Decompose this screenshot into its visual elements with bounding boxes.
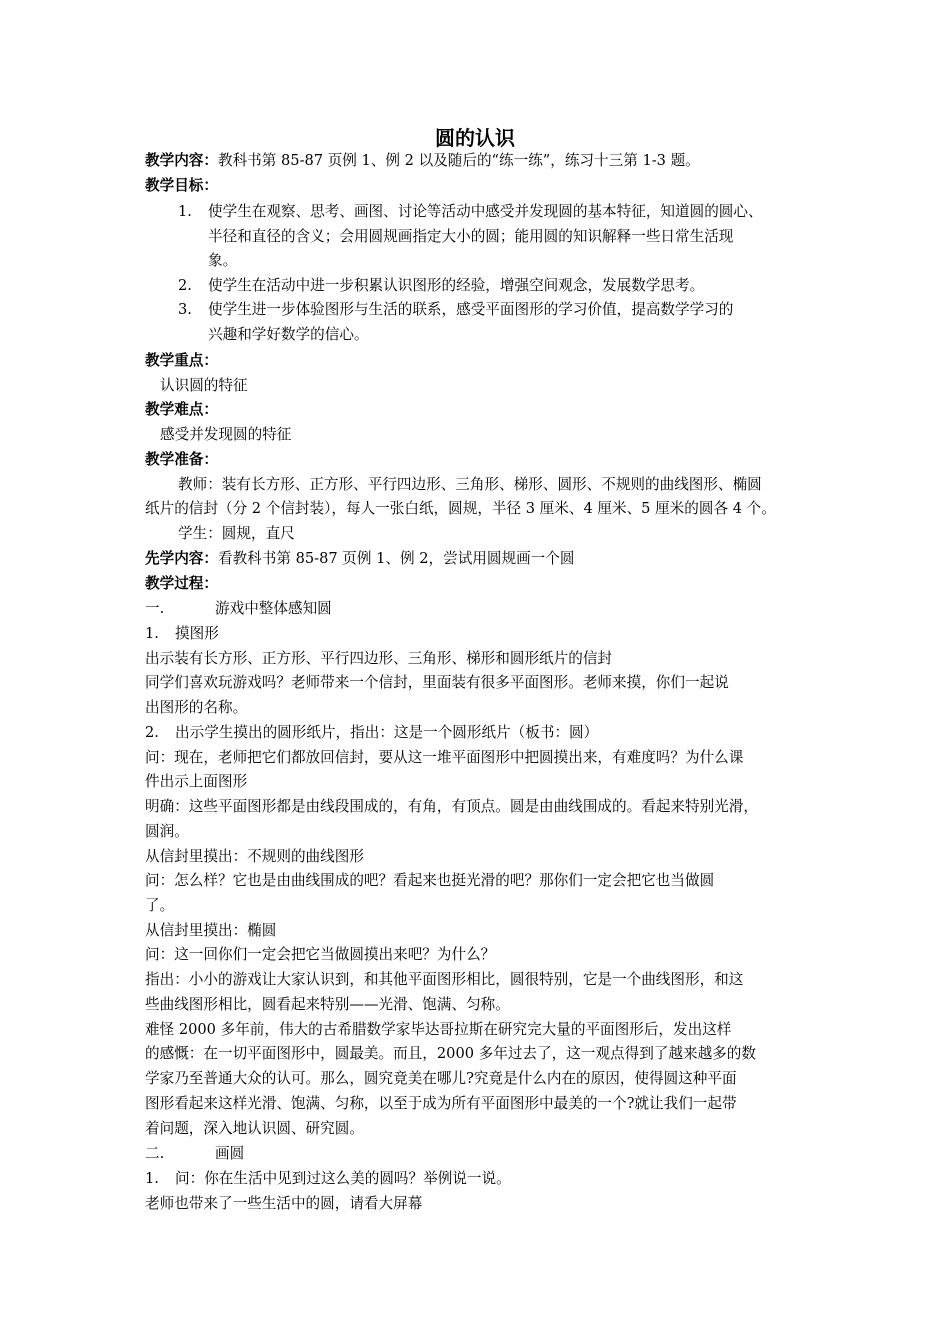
key-point-text: 认识圆的特征 [160, 377, 248, 394]
objective-text: 象。 [208, 252, 238, 269]
objective-item-2 [178, 276, 704, 296]
paragraph-line: 件出示上面图形 [145, 773, 248, 790]
paragraph-line: 难怪 2000 多年前，伟大的古希腊数学家毕达哥拉斯在研究完大量的平面图形后，发出这样 [145, 1021, 732, 1038]
content-label: 教学内容： [145, 152, 218, 169]
process-label: 教学过程： [145, 575, 218, 592]
objective-item-1 [178, 202, 763, 222]
paragraph-line: 问：这一回你们一定会把它当做圆摸出来吧？为什么？ [145, 946, 496, 963]
objective-number: 1. [178, 203, 192, 220]
content-text: 教科书第 85-87 页例 1、例 2 以及随后的“练一练”，练习十三第 1-3 题。 [217, 152, 700, 169]
paragraph-line: 从信封里摸出：椭圆 [145, 922, 277, 939]
preview-label: 先学内容： [145, 550, 218, 567]
paragraph-line: 了。 [145, 897, 175, 914]
paragraph-line: 同学们喜欢玩游戏吗？老师带来一个信封，里面装有很多平面图形。老师来摸，你们一起说 [145, 674, 729, 691]
objective-text: 兴趣和学好数学的信心。 [208, 326, 369, 343]
step-number: 1. [145, 1170, 159, 1187]
section-title: 画圆 [215, 1145, 245, 1162]
step-item [145, 723, 598, 743]
paragraph-line: 圆润。 [145, 823, 189, 840]
preview-line [145, 549, 574, 569]
preparation-line: 教师：装有长方形、正方形、平行四边形、三角形、梯形、圆形、不规则的曲线图形、椭圆 [178, 476, 762, 493]
paragraph-line: 问：现在，老师把它们都放回信封，要从这一堆平面图形中把圆摸出来，有难度吗？为什么课 [145, 749, 744, 766]
preparation-label: 教学准备： [145, 451, 218, 468]
step-item [145, 1169, 511, 1189]
paragraph-line: 出示装有长方形、正方形、平行四边形、三角形、梯形和圆形纸片的信封 [145, 650, 613, 667]
paragraph-line: 些曲线图形相比，圆看起来特别——光滑、饱满、匀称。 [145, 996, 510, 1013]
paragraph-line: 的感慨：在一切平面图形中，圆最美。而且，2000 多年过去了，这一观点得到了越来越多的数 [145, 1045, 756, 1062]
difficulty-label: 教学难点： [145, 401, 218, 418]
paragraph-line: 明确：这些平面图形都是由线段围成的，有角，有顶点。圆是由曲线围成的。看起来特别光滑， [145, 798, 758, 815]
key-point-label: 教学重点： [145, 352, 218, 369]
objective-text: 使学生在观察、思考、画图、讨论等活动中感受并发现圆的基本特征，知道圆的圆心、 [208, 203, 763, 220]
section-heading-2 [145, 1144, 244, 1164]
section-title: 游戏中整体感知圆 [215, 600, 332, 617]
step-number: 1. [145, 625, 159, 642]
preparation-line: 学生：圆规，直尺 [178, 525, 295, 542]
paragraph-line: 从信封里摸出：不规则的曲线图形 [145, 848, 364, 865]
step-text: 问：你在生活中见到过这么美的圆吗？举例说一说。 [175, 1170, 511, 1187]
paragraph-line: 图形看起来这样光滑、饱满、匀称，以至于成为所有平面图形中最美的一个?就让我们一起带 [145, 1095, 737, 1112]
section-number: 二. [145, 1145, 165, 1162]
section-heading-1 [145, 599, 332, 619]
step-text: 摸图形 [175, 625, 219, 642]
preview-text: 看教科书第 85-87 页例 1、例 2，尝试用圆规画一个圆 [217, 550, 575, 567]
paragraph-line: 指出：小小的游戏让大家认识到，和其他平面图形相比，圆很特别，它是一个曲线图形，和这 [145, 971, 744, 988]
page-title: 圆的认识 [435, 126, 515, 150]
objective-text: 使学生进一步体验图形与生活的联系，感受平面图形的学习价值，提高数学学习的 [208, 301, 734, 318]
step-item [145, 624, 219, 644]
objective-text: 使学生在活动中进一步积累认识图形的经验，增强空间观念，发展数学思考。 [208, 277, 705, 294]
objective-item-3 [178, 300, 733, 320]
paragraph-line: 问：怎么样？它也是由曲线围成的吧？看起来也挺光滑的吧？那你们一定会把它也当做圆 [145, 872, 715, 889]
difficulty-text: 感受并发现圆的特征 [160, 426, 292, 443]
objective-number: 2. [178, 277, 192, 294]
paragraph-line: 着问题，深入地认识圆、研究圆。 [145, 1120, 364, 1137]
paragraph-line: 老师也带来了一些生活中的圆，请看大屏幕 [145, 1195, 423, 1212]
content-line [145, 151, 700, 171]
section-number: 一. [145, 600, 165, 617]
objective-number: 3. [178, 301, 192, 318]
paragraph-line: 出图形的名称。 [145, 699, 248, 716]
step-number: 2. [145, 724, 159, 741]
objectives-label: 教学目标： [145, 177, 218, 194]
step-text: 出示学生摸出的圆形纸片，指出：这是一个圆形纸片（板书：圆） [175, 724, 599, 741]
preparation-line: 纸片的信封（分 2 个信封装），每人一张白纸，圆规，半径 3 厘米、4 厘米、5 厘米的圆各 4 个。 [145, 500, 776, 517]
objective-text: 半径和直径的含义；会用圆规画指定大小的圆；能用圆的知识解释一些日常生活现 [208, 228, 734, 245]
paragraph-line: 学家乃至普通大众的认可。那么，圆究竟美在哪儿?究竟是什么内在的原因，使得圆这种平面 [145, 1070, 737, 1087]
